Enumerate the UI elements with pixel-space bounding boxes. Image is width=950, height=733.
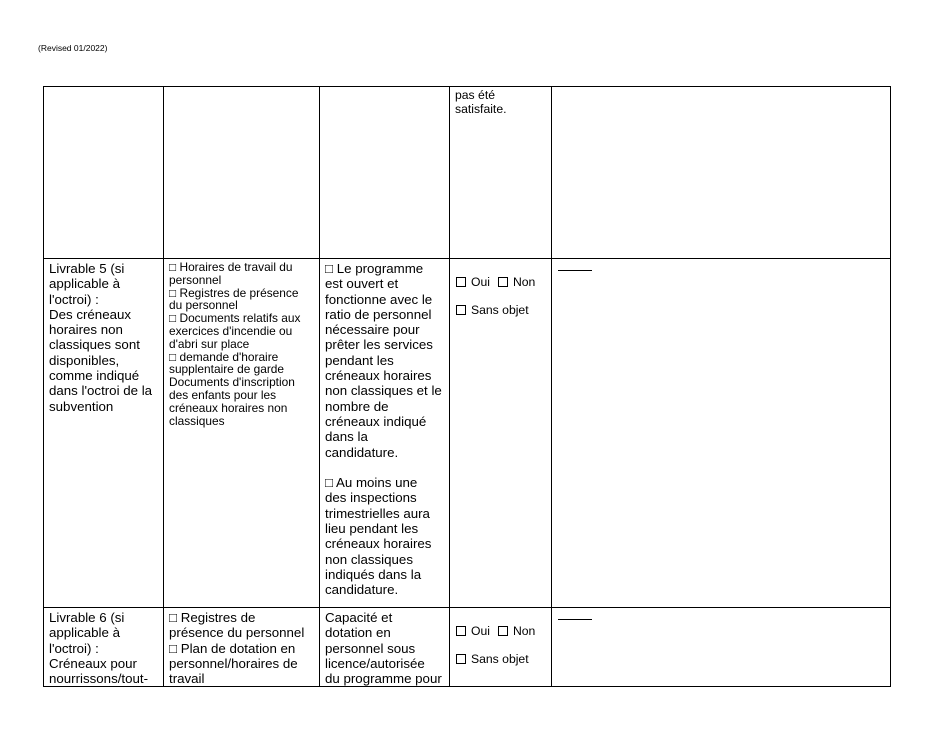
status-cell bbox=[450, 608, 552, 687]
documents-cell bbox=[164, 259, 320, 608]
deliverable-6-documents: □ Registres de présence du personnel □ Plan de dotation en personnel/horaires de travail bbox=[169, 610, 305, 687]
documents-cell bbox=[164, 608, 320, 687]
criteria-cell bbox=[320, 87, 450, 259]
documents-cell bbox=[164, 87, 320, 259]
revision-note: (Revised 01/2022) bbox=[38, 43, 108, 53]
deliverable-cell bbox=[44, 87, 164, 259]
status-cell: pas été satisfaite. bbox=[450, 87, 552, 259]
table-row bbox=[44, 87, 891, 259]
notes-cell bbox=[552, 259, 891, 608]
notes-cell bbox=[552, 87, 891, 259]
deliverable-6-criteria: Capacité et dotation en personnel sous licence/autorisée du programme pour bbox=[325, 610, 442, 687]
oui-label: Oui bbox=[471, 275, 490, 289]
deliverable-6-text: Livrable 6 (si applicable à l'octroi) : Créneaux pour nourrissons/tout- bbox=[49, 610, 149, 687]
criteria-cell bbox=[320, 259, 450, 608]
oui-checkbox[interactable] bbox=[456, 277, 466, 287]
deliverable-cell bbox=[44, 259, 164, 608]
sans-objet-label: Sans objet bbox=[471, 652, 529, 666]
deliverables-table bbox=[43, 86, 891, 687]
non-label: Non bbox=[512, 624, 536, 638]
non-checkbox[interactable] bbox=[498, 626, 508, 636]
deliverable-cell bbox=[44, 608, 164, 687]
sans-objet-checkbox[interactable] bbox=[456, 654, 466, 664]
notes-cell bbox=[552, 608, 891, 687]
deliverable-5-text: Livrable 5 (si applicable à l'octroi) : Des créneaux horaires non classiques sont disponibles, comme indiqué dans l'octroi de la subvention bbox=[49, 261, 153, 414]
deliverable-5-criteria: □ Le programme est ouvert et fonctionne avec le ratio de personnel nécessaire pour prêter les services pendant les créneaux horaires non classiques et le nombre de créneaux indiqué dans la candidature. □ Au moins une des inspections trimestrielles aura lieu pendant les créneaux horaires non classiques indiqués dans la candidature. bbox=[325, 261, 442, 598]
blank-line[interactable] bbox=[558, 619, 592, 620]
status-cell bbox=[450, 259, 552, 608]
non-checkbox[interactable] bbox=[498, 277, 508, 287]
table-row bbox=[44, 259, 891, 608]
oui-label: Oui bbox=[471, 624, 490, 638]
sans-objet-label: Sans objet bbox=[471, 303, 529, 317]
deliverable-5-documents: □ Horaires de travail du personnel □ Registres de présence du personnel □ Documents relatifs aux exercices d'incendie ou d'abri sur place □ demande d'horaire supplentaire de garde Documents d'inscription des enfants pour les créneaux horaires non classiques bbox=[169, 260, 301, 428]
non-label: Non bbox=[512, 275, 536, 289]
sans-objet-checkbox[interactable] bbox=[456, 305, 466, 315]
table-row bbox=[44, 608, 891, 687]
oui-checkbox[interactable] bbox=[456, 626, 466, 636]
blank-line[interactable] bbox=[558, 270, 592, 271]
criteria-cell bbox=[320, 608, 450, 687]
